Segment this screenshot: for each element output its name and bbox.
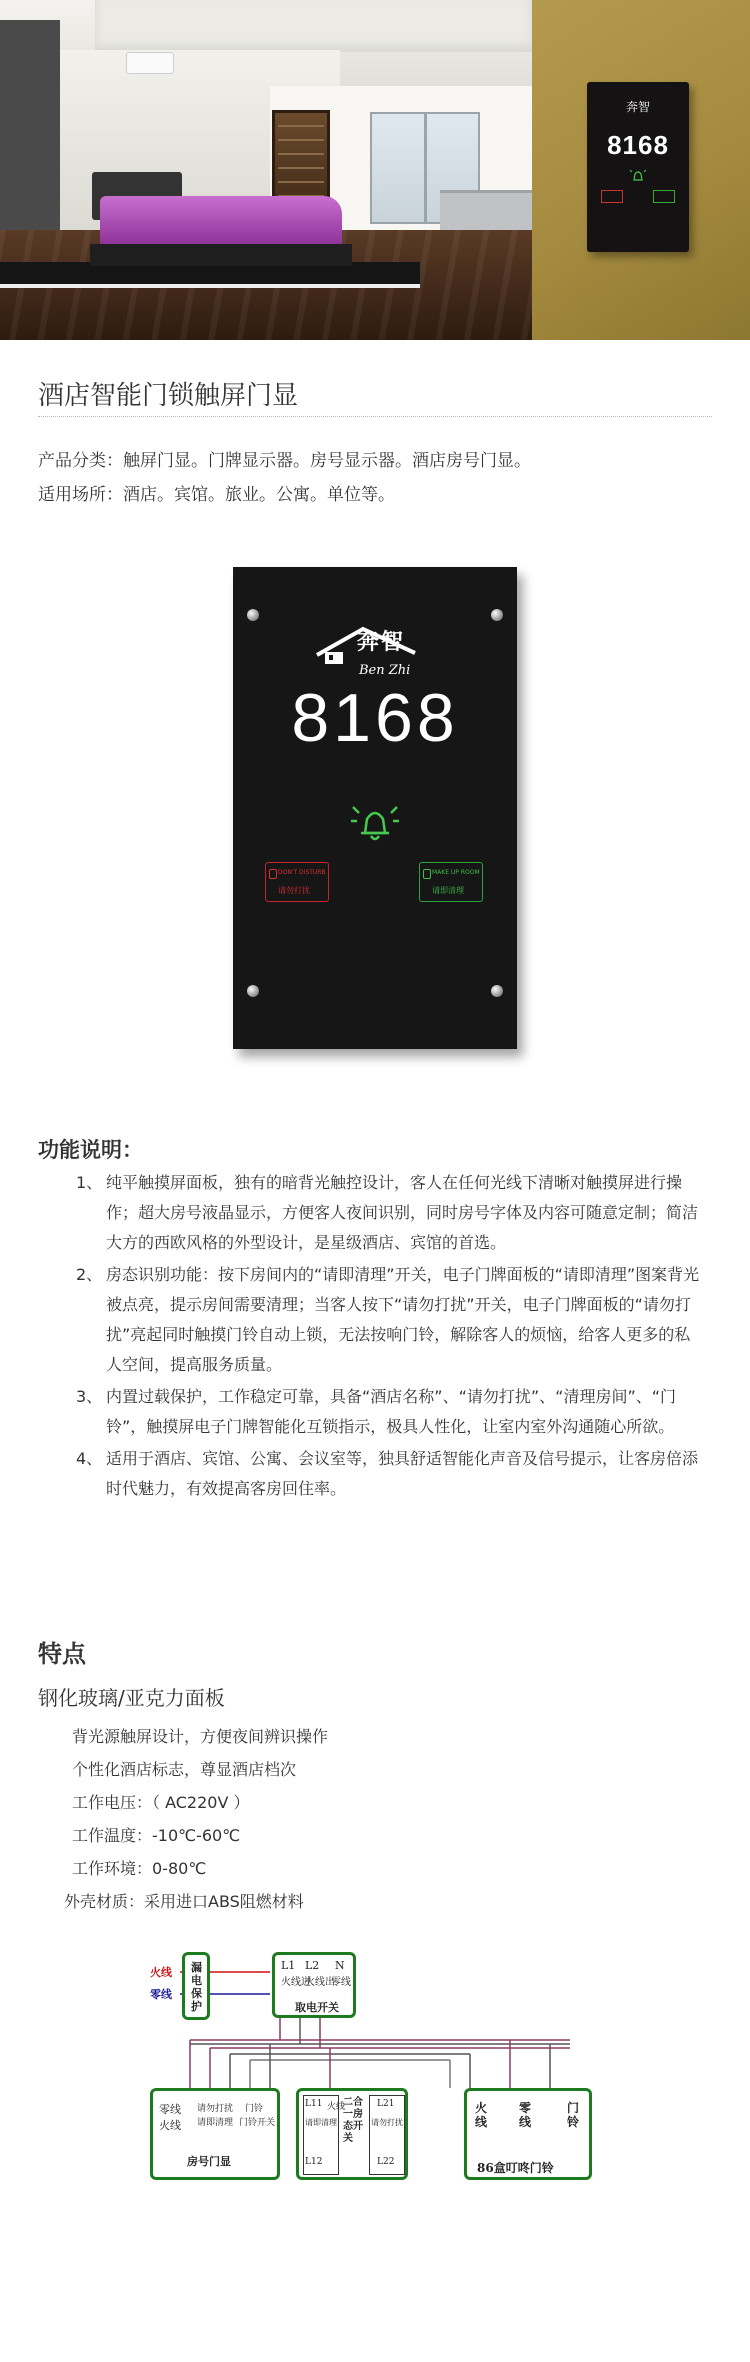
features-heading: 特点 xyxy=(38,1640,86,1668)
terminal-label: 请即清理 xyxy=(197,2118,234,2128)
list-item xyxy=(76,1444,706,1504)
mini-mur-icon xyxy=(653,190,675,203)
mini-room-number: 8168 xyxy=(607,130,669,160)
room-status-switch-box xyxy=(296,2088,408,2180)
make-up-room-button[interactable] xyxy=(419,862,483,902)
terminal-label: L2 xyxy=(305,1959,320,1972)
functions-heading: 功能说明： xyxy=(38,1138,143,1162)
list-text: 纯平触摸屏面板，独有的暗背光触控设计，客人在任何光线下清晰对触摸屏进行操作；超大房号液晶显示，方便客人夜间识别，同时房号字体及内容可随意定制；简洁大方的西欧风格的外型设计，是星级酒店、宾馆的首选。 xyxy=(106,1173,699,1252)
door-plate-product xyxy=(233,567,517,1049)
list-number: 2、 xyxy=(76,1265,103,1284)
terminal-label: 请勿打扰 xyxy=(197,2104,234,2114)
dnd-chinese-label: 请勿打扰 xyxy=(278,886,310,895)
mini-bell-icon xyxy=(629,168,647,184)
list-number: 4、 xyxy=(76,1449,103,1468)
brand-logo xyxy=(315,625,435,687)
screw-icon xyxy=(247,985,259,997)
room-number-display: 8168 xyxy=(291,680,459,756)
terminal-label: L11 xyxy=(305,2099,323,2109)
spec-line: 个性化酒店标志，尊显酒店档次 xyxy=(72,1760,297,1779)
hero-banner xyxy=(0,0,750,340)
mini-logo: 奔智 xyxy=(625,100,650,114)
power-switch-box xyxy=(272,1952,356,2018)
terminal-label: 火线 xyxy=(327,2102,346,2112)
breaker-label: 漏电保护 xyxy=(191,1961,202,2013)
functions-list xyxy=(76,1168,706,1506)
power-switch-label: 取电开关 xyxy=(295,2001,339,2014)
mini-dnd-icon xyxy=(601,190,623,203)
logo-chinese: 奔智 xyxy=(357,629,406,655)
page-title: 酒店智能门锁触屏门显 xyxy=(38,381,299,411)
terminal-label: 请勿打扰 xyxy=(371,2118,403,2127)
doorbell-icon[interactable] xyxy=(349,799,401,845)
terminal-label: 零线 xyxy=(331,1977,351,1988)
do-not-disturb-button[interactable] xyxy=(265,862,329,902)
doorbell-box xyxy=(464,2088,592,2180)
terminal-label: 零线 xyxy=(519,2101,532,2129)
mur-chinese-label: 请即清理 xyxy=(432,886,464,895)
room-switch-label: 二合一房态开关 xyxy=(343,2097,363,2144)
terminal-label: L22 xyxy=(377,2157,395,2167)
screw-icon xyxy=(247,609,259,621)
dnd-english-label: DON'T DISTURB xyxy=(278,869,326,876)
terminal-label: 请即清理 xyxy=(305,2118,337,2127)
terminal-label: 门铃开关 xyxy=(239,2118,276,2128)
terminal-label: 门铃 xyxy=(567,2101,580,2129)
list-item xyxy=(76,1382,706,1442)
wiring-diagram xyxy=(150,1948,600,2198)
spec-line: 背光源触屏设计，方便夜间辨识操作 xyxy=(72,1727,329,1746)
screw-icon xyxy=(491,985,503,997)
list-text: 房态识别功能：按下房间内的“请即清理”开关，电子门牌面板的“请即清理”图案背光被点亮，提示房间需要清理；当客人按下“请勿打扰”开关，电子门牌面板的“请勿打扰”亮起同时触摸门铃自动上锁，无法按响门铃，解除客人的烦恼，给客人更多的私人空间，提高服务质量。 xyxy=(106,1265,700,1374)
list-number: 3、 xyxy=(76,1387,103,1406)
mini-door-plate xyxy=(587,82,689,252)
terminal-label: N xyxy=(335,1959,345,1972)
mur-english-label: MAKE UP ROOM xyxy=(432,869,480,876)
purple-bed xyxy=(100,196,342,248)
doorbell-label: 86盒叮咚门铃 xyxy=(477,2161,554,2175)
terminal-label: 火线 xyxy=(159,2119,181,2132)
screw-icon xyxy=(491,609,503,621)
spec-line: 工作环境：0-80℃ xyxy=(72,1859,207,1878)
terminal-label: L12 xyxy=(305,2157,323,2167)
spec-line: 工作温度：-10℃-60℃ xyxy=(72,1826,241,1845)
fire-line-label: 火线 xyxy=(150,1966,172,1979)
list-number: 1、 xyxy=(76,1173,103,1192)
list-text: 适用于酒店、宾馆、公寓、会议室等，独具舒适智能化声音及信号提示，让客房倍添时代魅力，有效提高客房回住率。 xyxy=(106,1449,699,1498)
door-display-box xyxy=(150,2088,280,2180)
terminal-label: 火线进 xyxy=(281,1977,311,1988)
list-item xyxy=(76,1260,706,1380)
hotel-room-photo xyxy=(0,0,532,340)
product-category: 产品分类：触屏门显。门牌显示器。房号显示器。酒店房号门显。 xyxy=(38,451,531,471)
leakage-breaker-box xyxy=(182,1952,210,2020)
terminal-label: 门铃 xyxy=(245,2104,264,2114)
terminal-label: L1 xyxy=(281,1959,296,1972)
features-subheading: 钢化玻璃/亚克力面板 xyxy=(38,1686,225,1710)
spec-line: 工作电压：（ AC220V ） xyxy=(72,1793,250,1812)
terminal-label: 火线 xyxy=(475,2101,488,2129)
neutral-line-label: 零线 xyxy=(150,1988,172,2001)
air-conditioner xyxy=(126,52,174,74)
door-display-label: 房号门显 xyxy=(187,2155,231,2168)
list-text: 内置过载保护，工作稳定可靠，具备“酒店名称”、“请勿打扰”、“清理房间”、“门铃”，触摸屏电子门牌智能化互锁指示，极具人性化，让室内室外沟通随心所欲。 xyxy=(106,1387,677,1436)
title-divider xyxy=(38,416,712,417)
no-disturb-icon xyxy=(269,869,277,879)
list-item xyxy=(76,1168,706,1258)
terminal-label: 火线出 xyxy=(305,1977,335,1988)
logo-english: Ben Zhi xyxy=(359,663,411,678)
terminal-label: L21 xyxy=(377,2099,395,2109)
broom-icon xyxy=(423,869,431,879)
terminal-label: 零线 xyxy=(159,2103,181,2116)
spec-line: 外壳材质：采用进口ABS阻燃材料 xyxy=(64,1892,304,1911)
usage-places: 适用场所：酒店。宾馆。旅业。公寓。单位等。 xyxy=(38,485,395,505)
